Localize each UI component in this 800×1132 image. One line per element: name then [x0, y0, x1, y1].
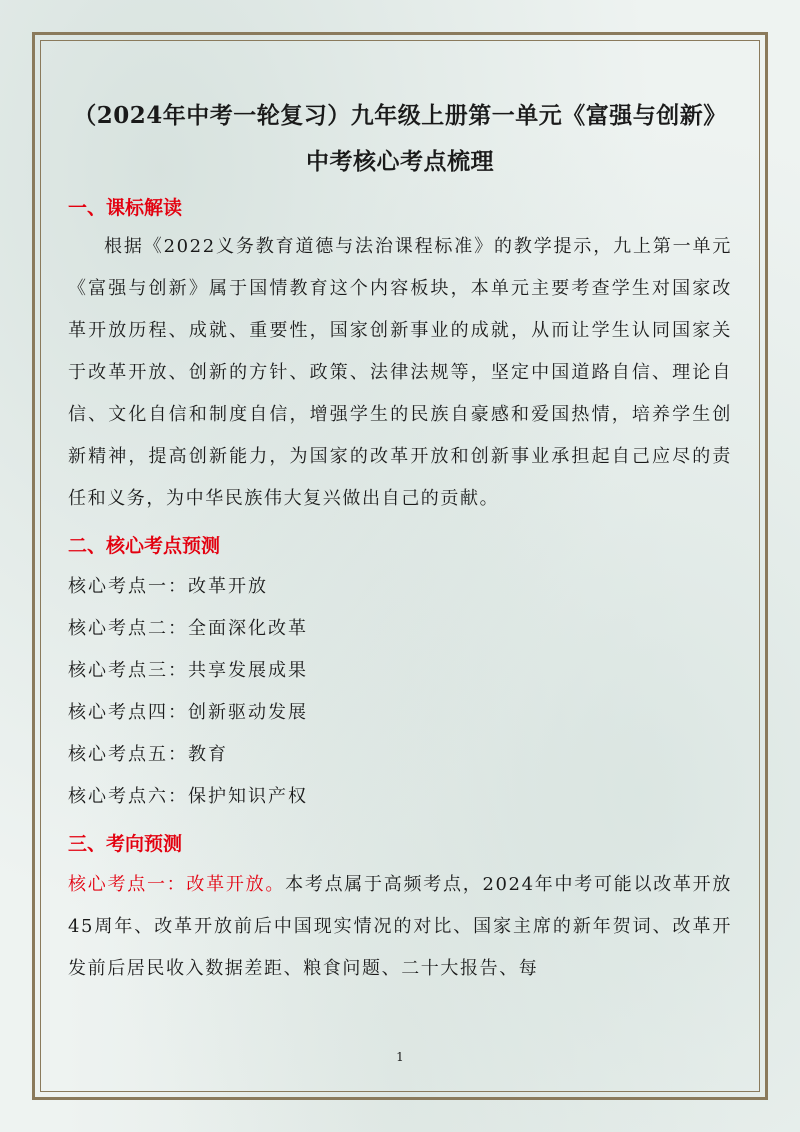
list-item: 核心考点二：全面深化改革 — [68, 618, 308, 639]
forecast-text: 本考点属于高频考点，2024年中考可能以改革开放45周年、改革开放前后中国现实情况的对比、国家主席的新年贺词、改革开发前后居民收入数据差距、粮食问题、二十大报告、每 — [68, 874, 732, 979]
document-title: （2024年中考一轮复习）九年级上册第一单元《富强与创新》 — [73, 102, 727, 129]
list-item: 核心考点五：教育 — [68, 744, 228, 765]
standards-paragraph: 根据《2022义务教育道德与法治课程标准》的教学提示，九上第一单元《富强与创新》属于国情教育这个内容板块，本单元主要考查学生对国家改革开放历程、成就、重要性，国家创新事业的成就，从而让学生认同国家关于改革开放、创新的方针、政策、法律法规等，坚定中国道路自信、理论自信、文化自信和制度自信，增强学生的民族自豪感和爱国热情，培养学生创新精神，提高创新能力，为国家的改革开放和创新事业承担起自己应尽的责任和义务，为中华民族伟大复兴做出自己的贡献。 — [68, 236, 732, 509]
key-points-list — [68, 566, 732, 818]
section-heading-standards: 一、课标解读 — [68, 197, 183, 219]
forecast-lead: 核心考点一：改革开放。 — [68, 874, 286, 895]
forecast-paragraph — [68, 864, 732, 990]
list-item: 核心考点四：创新驱动发展 — [68, 702, 308, 723]
document-body — [68, 96, 732, 990]
section-heading-key-points: 二、核心考点预测 — [68, 535, 221, 557]
list-item: 核心考点六：保护知识产权 — [68, 786, 308, 807]
page-number: 1 — [396, 1050, 404, 1064]
list-item: 核心考点三：共享发展成果 — [68, 660, 308, 681]
section-heading-forecast: 三、考向预测 — [68, 833, 183, 855]
list-item: 核心考点一：改革开放 — [68, 576, 268, 597]
document-subtitle: 中考核心考点梳理 — [306, 148, 494, 175]
